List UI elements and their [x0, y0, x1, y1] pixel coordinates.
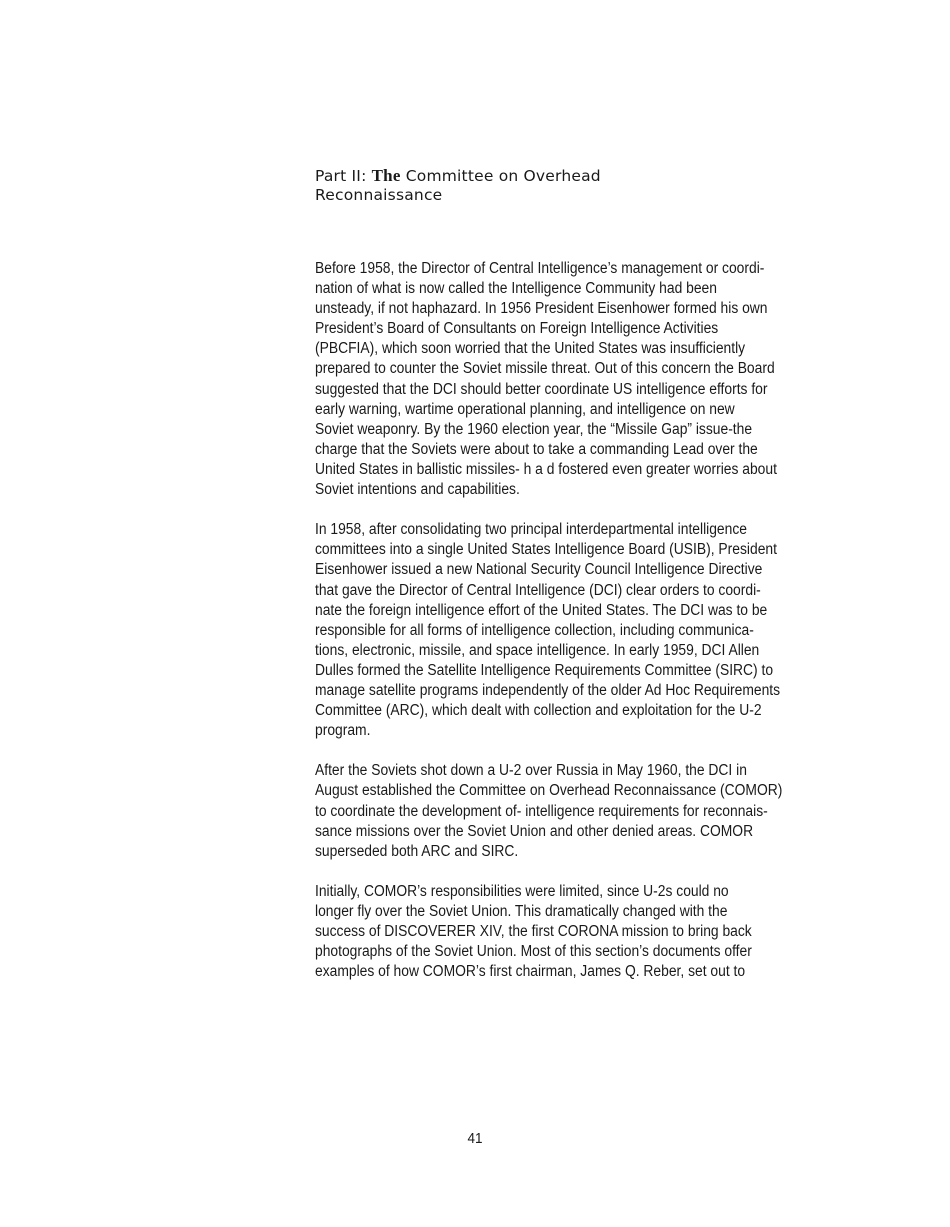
text-line: superseded both ARC and SIRC.: [315, 842, 519, 860]
text-line: responsible for all forms of intelligence collection, including communica-: [315, 621, 754, 639]
text-line: Before 1958, the Director of Central Intelligence’s management or coordi-: [315, 260, 765, 277]
body-text: [315, 259, 855, 1002]
paragraph-1: [315, 259, 855, 500]
text-line: sance missions over the Soviet Union and other denied areas. COMOR: [315, 822, 754, 840]
text-line: longer fly over the Soviet Union. This dramatically changed with the: [315, 903, 728, 920]
text-line: August established the Committee on Overhead Reconnaissance (COMOR): [315, 782, 783, 800]
title-prefix: Part II:: [315, 167, 367, 185]
text-line: success of DISCOVERER XIV, the first CORONA mission to bring back: [315, 923, 752, 941]
text-line: suggested that the DCI should better coordinate US intelligence efforts for: [315, 380, 768, 398]
title-rest: Committee on Overhead: [405, 167, 601, 185]
section-title: [315, 166, 735, 205]
text-line: program.: [315, 722, 371, 740]
paragraph-2: [315, 520, 855, 741]
text-line: early warning, wartime operational planning, and intelligence on new: [315, 400, 735, 418]
text-line: tions, electronic, missile, and space intelligence. In early 1959, DCI Allen: [315, 641, 760, 659]
text-line: After the Soviets shot down a U-2 over Russia in May 1960, the DCI in: [315, 762, 747, 780]
text-line: Dulles formed the Satellite Intelligence Requirements Committee (SIRC) to: [315, 661, 774, 679]
text-line: nate the foreign intelligence effort of the United States. The DCI was to be: [315, 601, 768, 619]
text-line: charge that the Soviets were about to take a commanding Lead over the: [315, 440, 758, 458]
page-number: 41: [467, 1130, 483, 1147]
title-emphasis: The: [371, 166, 401, 185]
text-line: (PBCFIA), which soon worried that the United States was insufficiently: [315, 340, 746, 358]
text-line: that gave the Director of Central Intelligence (DCI) clear orders to coordi-: [315, 581, 761, 599]
text-line: examples of how COMOR’s first chairman, James Q. Reber, set out to: [315, 963, 746, 981]
text-line: Committee (ARC), which dealt with collection and exploitation for the U-2: [315, 702, 762, 720]
text-line: Eisenhower issued a new National Security Council Intelligence Directive: [315, 561, 763, 579]
text-line: Soviet weaponry. By the 1960 election year, the “Missile Gap” issue-the: [315, 420, 753, 438]
text-line: to coordinate the development of- intelligence requirements for reconnais-: [315, 802, 768, 820]
text-line: In 1958, after consolidating two principal interdepartmental intelligence: [315, 521, 747, 539]
paragraph-4: [315, 882, 855, 982]
text-line: manage satellite programs independently of the older Ad Hoc Requirements: [315, 681, 781, 699]
text-line: committees into a single United States Intelligence Board (USIB), President: [315, 541, 777, 559]
paragraph-3: [315, 761, 855, 861]
text-line: President’s Board of Consultants on Foreign Intelligence Activities: [315, 320, 719, 338]
text-line: Soviet intentions and capabilities.: [315, 481, 520, 499]
text-line: unsteady, if not haphazard. In 1956 President Eisenhower formed his own: [315, 300, 768, 318]
text-line: Initially, COMOR’s responsibilities were limited, since U-2s could no: [315, 882, 729, 900]
title-line-2: Reconnaissance: [315, 186, 443, 204]
text-line: prepared to counter the Soviet missile threat. Out of this concern the Board: [315, 360, 775, 378]
text-line: nation of what is now called the Intelligence Community had been: [315, 280, 717, 298]
text-line: photographs of the Soviet Union. Most of this section’s documents offer: [315, 943, 752, 961]
text-line: United States in ballistic missiles- h a d fostered even greater worries about: [315, 460, 777, 478]
